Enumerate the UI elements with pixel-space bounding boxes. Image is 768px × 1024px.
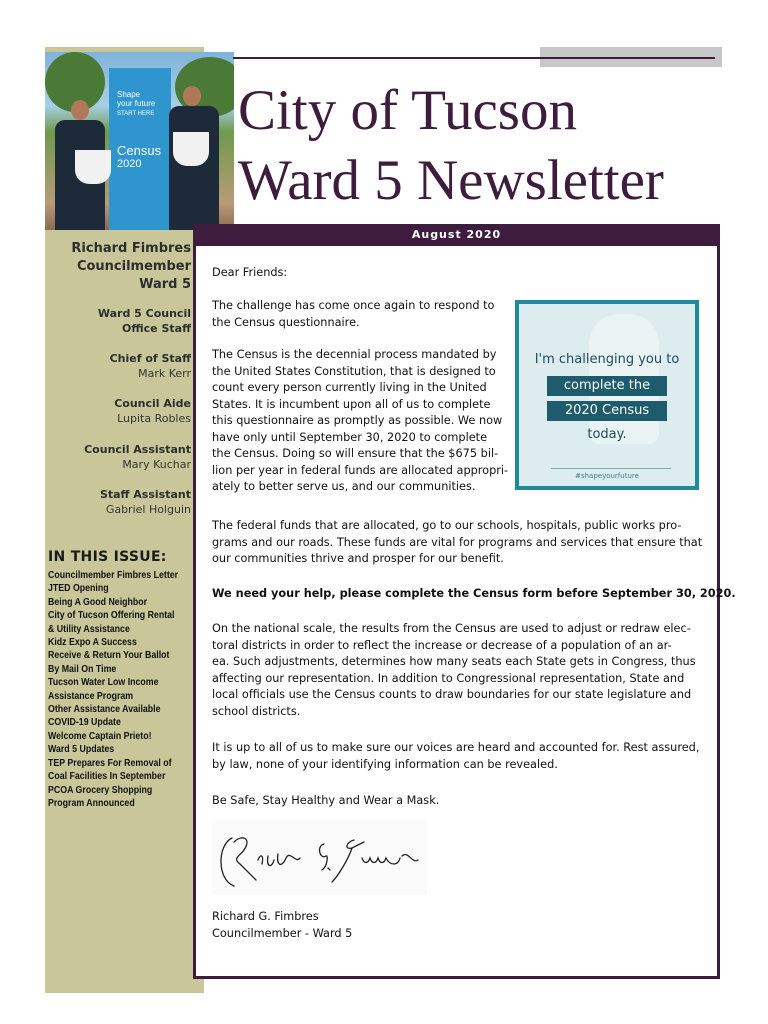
text-line: school districts. bbox=[212, 704, 301, 718]
census-hashtag: #shapeyourfuture bbox=[575, 472, 639, 480]
staff-name: Mary Kuchar bbox=[122, 458, 191, 471]
issue-item: Program Announced bbox=[48, 797, 135, 809]
text-line: this questionnaire as promptly as possible. We now bbox=[212, 414, 503, 427]
text-line: The federal funds that are allocated, go to our schools, hospitals, public works pro- bbox=[212, 519, 682, 532]
letter-paragraph-6 bbox=[212, 740, 699, 773]
staff-heading bbox=[98, 306, 191, 336]
census-graphic-pill: 2020 Census bbox=[547, 401, 667, 421]
letter-closing: Be Safe, Stay Healthy and Wear a Mask. bbox=[212, 794, 440, 807]
issue-item: Councilmember Fimbres Letter bbox=[48, 570, 179, 581]
text-line: lion per year in federal funds are allocated appropri- bbox=[212, 463, 509, 477]
letter-paragraph-1 bbox=[212, 298, 494, 331]
text-line: ea. Such adjustments, determines how many seats each State gets in Congress, thus bbox=[212, 655, 696, 668]
issue-item: COVID-19 Update bbox=[48, 717, 121, 729]
issue-item: City of Tucson Offering Rental bbox=[48, 610, 175, 622]
title-line: City of Tucson bbox=[238, 79, 577, 142]
text-line: our communities thrive and prosper for our benefit. bbox=[212, 552, 504, 565]
census-challenge-graphic bbox=[515, 300, 699, 490]
issue-item: Other Assistance Available bbox=[48, 704, 161, 716]
text-line: The challenge has come once again to respond to bbox=[212, 299, 495, 312]
text-line: the United States Constitution, that is designed to bbox=[212, 364, 496, 378]
text-line: ately to better serve us, and our communities. bbox=[212, 480, 476, 493]
text-line: count every person currently living in the United bbox=[212, 381, 487, 394]
staff-heading-line: Ward 5 Council bbox=[97, 307, 191, 320]
person-right bbox=[169, 106, 219, 230]
issue-item: Assistance Program bbox=[48, 690, 134, 702]
text-line: local officials use the Census counts to draw boundaries for our state legislature and bbox=[212, 688, 692, 701]
staff-name: Gabriel Holguin bbox=[105, 503, 191, 516]
text-line: the Census. Doing so will ensure that the $675 bil- bbox=[212, 447, 499, 460]
in-this-issue-list bbox=[48, 569, 198, 810]
issue-item: By Mail On Time bbox=[48, 663, 117, 675]
staff-name: Lupita Robles bbox=[117, 412, 191, 425]
person-head bbox=[71, 100, 89, 120]
letter-greeting: Dear Friends: bbox=[212, 266, 288, 279]
issue-item: Receive & Return Your Ballot bbox=[48, 650, 170, 662]
issue-item: Welcome Captain Prieto! bbox=[48, 730, 152, 742]
text-line: On the national scale, the results from the Census are used to adjust or redraw elec- bbox=[212, 622, 691, 635]
person-head bbox=[183, 86, 201, 106]
text-line: The Census is the decennial process mandated by bbox=[212, 348, 497, 361]
census-graphic-text: today. bbox=[587, 427, 627, 442]
issue-item: PCOA Grocery Shopping bbox=[48, 784, 153, 796]
staff-entry bbox=[100, 487, 191, 517]
header-rule bbox=[233, 57, 715, 59]
issue-date: August 2020 bbox=[411, 228, 502, 241]
councilmember-ward: Ward 5 bbox=[139, 277, 191, 292]
signature-graphic bbox=[212, 820, 427, 895]
staff-entry bbox=[110, 351, 191, 381]
banner-text: your future bbox=[117, 99, 156, 108]
text-line: grams and our roads. These funds are vital for programs and services that ensure that bbox=[212, 535, 703, 549]
staff-role: Council Aide bbox=[114, 397, 191, 410]
text-line: by law, none of your identifying information can be revealed. bbox=[212, 757, 558, 771]
councilmember-name-block bbox=[71, 240, 191, 294]
issue-item: Tucson Water Low Income bbox=[48, 677, 159, 689]
letter-paragraph-5 bbox=[212, 621, 696, 720]
letter-call-to-action: We need your help, please complete the Census form before September 30, 2020. bbox=[212, 587, 736, 600]
signer-title: Councilmember - Ward 5 bbox=[212, 926, 353, 940]
staff-entry bbox=[84, 442, 191, 472]
title-line: Ward 5 Newsletter bbox=[238, 149, 664, 212]
staff-role: Staff Assistant bbox=[99, 488, 191, 501]
banner-text: 2020 bbox=[117, 158, 142, 170]
census-graphic-pill: complete the bbox=[547, 376, 667, 396]
issue-item: JTED Opening bbox=[48, 583, 109, 595]
census-banner bbox=[109, 68, 171, 230]
census-photo bbox=[45, 52, 234, 230]
census-graphic-rule bbox=[551, 468, 671, 469]
signature-block bbox=[212, 909, 352, 942]
text-line: States. It is incumbent upon all of us to complete bbox=[212, 397, 491, 411]
banner-text: START HERE bbox=[117, 111, 155, 117]
census-bag bbox=[173, 132, 209, 166]
letter-paragraph-2 bbox=[212, 347, 508, 496]
in-this-issue-heading: IN THIS ISSUE: bbox=[48, 549, 167, 565]
text-line: affecting our representation. In addition to Congressional representation, State and bbox=[212, 671, 685, 685]
staff-heading-line: Office Staff bbox=[122, 322, 191, 335]
staff-entry bbox=[114, 396, 191, 426]
staff-role: Chief of Staff bbox=[109, 352, 191, 365]
letter-paragraph-3 bbox=[212, 518, 702, 568]
census-graphic-text: I'm challenging you to bbox=[534, 352, 680, 367]
text-line: It is up to all of us to make sure our voices are heard and accounted for. Rest assured, bbox=[212, 741, 700, 754]
census-bag bbox=[75, 150, 111, 184]
signer-name: Richard G. Fimbres bbox=[212, 910, 319, 923]
issue-item: Ward 5 Updates bbox=[48, 744, 115, 756]
text-line: the Census questionnaire. bbox=[212, 315, 360, 329]
councilmember-name: Richard Fimbres bbox=[71, 241, 191, 256]
issue-item: & Utility Assistance bbox=[48, 623, 130, 635]
banner-text: Census bbox=[117, 143, 162, 158]
issue-item: Kidz Expo A Success bbox=[48, 637, 137, 649]
text-line: toral districts in order to reflect the increase or decrease of a population of an ar- bbox=[212, 638, 672, 652]
staff-name: Mark Kerr bbox=[138, 367, 191, 380]
text-line: have only until September 30, 2020 to complete bbox=[212, 430, 488, 444]
signature bbox=[212, 820, 427, 895]
staff-role: Council Assistant bbox=[84, 443, 191, 456]
issue-item: Being A Good Neighbor bbox=[48, 596, 148, 608]
newsletter-title bbox=[238, 76, 664, 216]
census-graphic-panel bbox=[519, 304, 695, 486]
issue-item: TEP Prepares For Removal of bbox=[48, 757, 172, 769]
banner-text: Shape bbox=[117, 90, 141, 99]
councilmember-title: Councilmember bbox=[76, 259, 191, 274]
issue-item: Coal Facilities In September bbox=[48, 771, 166, 783]
